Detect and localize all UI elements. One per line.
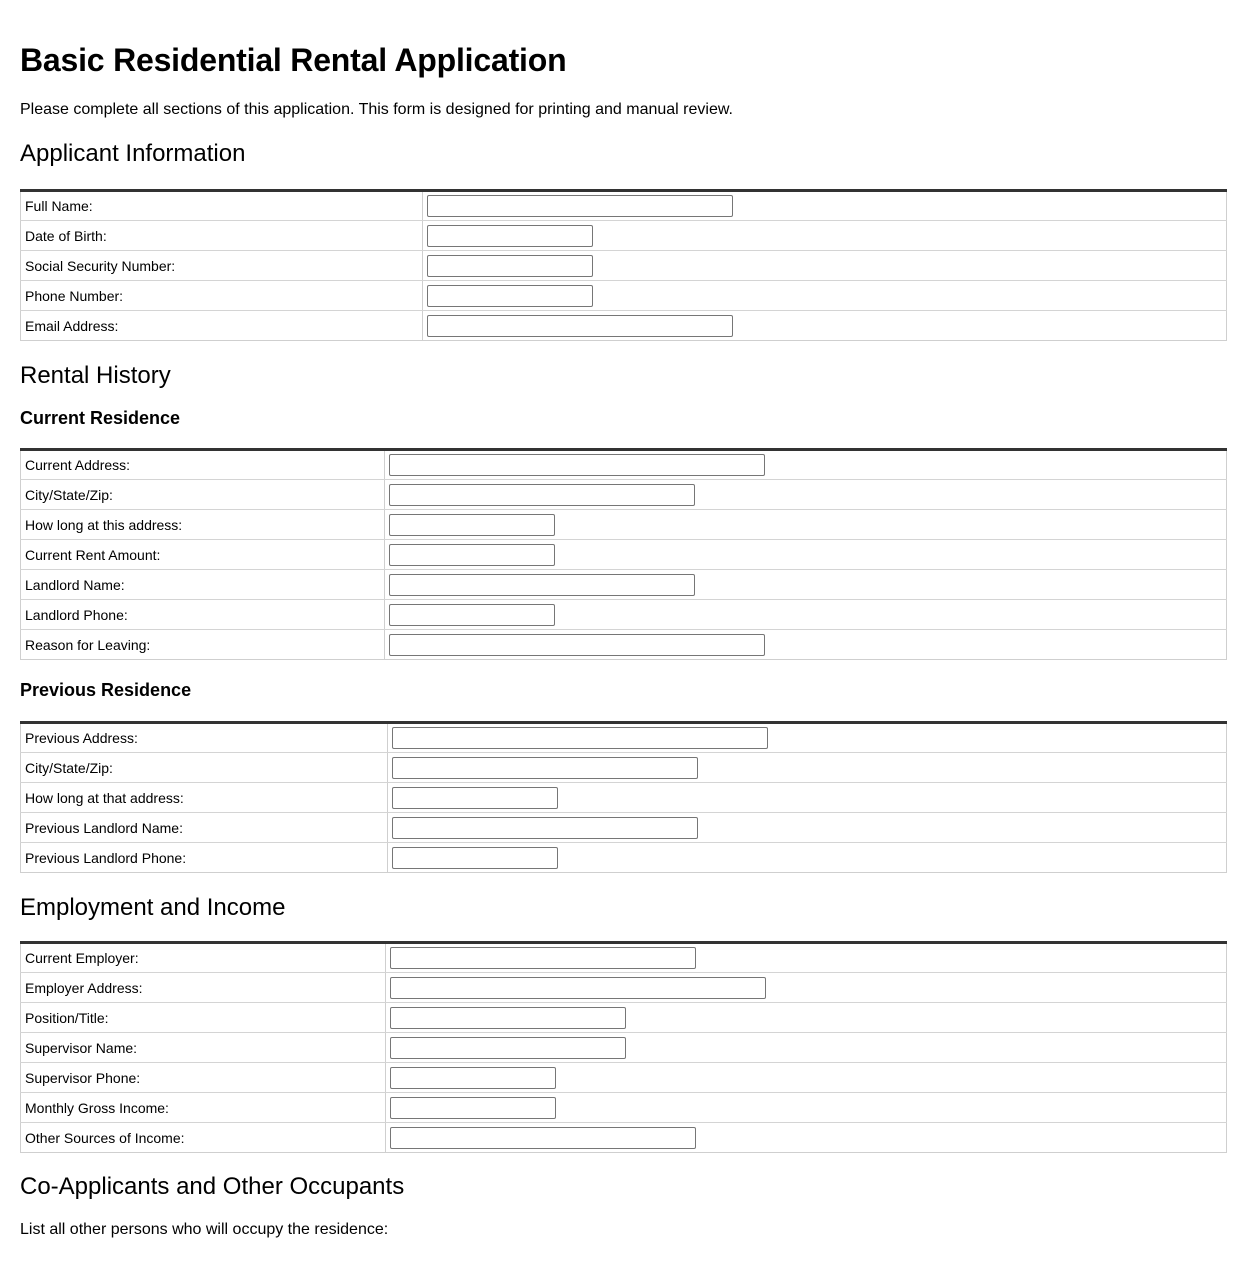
employment-table bbox=[20, 941, 1227, 1153]
table-row bbox=[21, 480, 1227, 510]
table-row bbox=[21, 1093, 1227, 1123]
previous-landlord-name-input[interactable] bbox=[392, 817, 698, 839]
current-residence-table bbox=[20, 448, 1227, 660]
position-cell bbox=[386, 1003, 1227, 1033]
previous-landlord-name-cell bbox=[388, 813, 1227, 843]
employment-section-heading: Employment and Income bbox=[20, 894, 286, 921]
table-row bbox=[21, 221, 1227, 251]
previous-address-label: Previous Address: bbox=[21, 723, 388, 753]
current-city-label: City/State/Zip: bbox=[21, 480, 385, 510]
phone-cell bbox=[423, 281, 1227, 311]
applicant-section-heading: Applicant Information bbox=[20, 140, 246, 167]
table-row bbox=[21, 753, 1227, 783]
employer-address-cell bbox=[386, 973, 1227, 1003]
landlord-phone-cell bbox=[385, 600, 1227, 630]
landlord-name-input[interactable] bbox=[389, 574, 695, 596]
supervisor-name-label: Supervisor Name: bbox=[21, 1033, 386, 1063]
table-row bbox=[21, 813, 1227, 843]
rental-history-heading: Rental History bbox=[20, 362, 171, 389]
table-row bbox=[21, 191, 1227, 221]
table-row bbox=[21, 630, 1227, 660]
previous-how-long-cell bbox=[388, 783, 1227, 813]
current-residence-heading: Current Residence bbox=[20, 408, 181, 428]
income-label: Monthly Gross Income: bbox=[21, 1093, 386, 1123]
current-how-long-input[interactable] bbox=[389, 514, 555, 536]
table-row bbox=[21, 1123, 1227, 1153]
table-row bbox=[21, 723, 1227, 753]
page-title: Basic Residential Rental Application bbox=[20, 42, 567, 78]
previous-how-long-label: How long at that address: bbox=[21, 783, 388, 813]
current-rent-label: Current Rent Amount: bbox=[21, 540, 385, 570]
previous-city-label: City/State/Zip: bbox=[21, 753, 388, 783]
current-address-input[interactable] bbox=[389, 454, 765, 476]
other-income-input[interactable] bbox=[390, 1127, 696, 1149]
supervisor-phone-cell bbox=[386, 1063, 1227, 1093]
landlord-name-cell bbox=[385, 570, 1227, 600]
email-label: Email Address: bbox=[21, 311, 423, 341]
landlord-phone-input[interactable] bbox=[389, 604, 555, 626]
ssn-cell bbox=[423, 251, 1227, 281]
current-rent-cell bbox=[385, 540, 1227, 570]
email-cell bbox=[423, 311, 1227, 341]
ssn-label: Social Security Number: bbox=[21, 251, 423, 281]
current-city-input[interactable] bbox=[389, 484, 695, 506]
occupants-section-heading: Co-Applicants and Other Occupants bbox=[20, 1173, 405, 1200]
table-row bbox=[21, 1003, 1227, 1033]
dob-cell bbox=[423, 221, 1227, 251]
phone-label: Phone Number: bbox=[21, 281, 423, 311]
current-address-label: Current Address: bbox=[21, 450, 385, 480]
position-label: Position/Title: bbox=[21, 1003, 386, 1033]
full-name-cell bbox=[423, 191, 1227, 221]
previous-city-cell bbox=[388, 753, 1227, 783]
full-name-input[interactable] bbox=[427, 195, 733, 217]
supervisor-name-cell bbox=[386, 1033, 1227, 1063]
table-row bbox=[21, 311, 1227, 341]
full-name-label: Full Name: bbox=[21, 191, 423, 221]
current-how-long-label: How long at this address: bbox=[21, 510, 385, 540]
current-how-long-cell bbox=[385, 510, 1227, 540]
previous-city-input[interactable] bbox=[392, 757, 698, 779]
employer-cell bbox=[386, 943, 1227, 973]
occupants-instruction: List all other persons who will occupy the residence: bbox=[20, 1221, 389, 1238]
table-row bbox=[21, 600, 1227, 630]
reason-input[interactable] bbox=[389, 634, 765, 656]
current-city-cell bbox=[385, 480, 1227, 510]
table-row bbox=[21, 943, 1227, 973]
applicant-info-table bbox=[20, 189, 1227, 341]
position-input[interactable] bbox=[390, 1007, 626, 1029]
income-input[interactable] bbox=[390, 1097, 556, 1119]
previous-residence-table bbox=[20, 721, 1227, 873]
other-income-label: Other Sources of Income: bbox=[21, 1123, 386, 1153]
current-rent-input[interactable] bbox=[389, 544, 555, 566]
table-row bbox=[21, 251, 1227, 281]
employer-label: Current Employer: bbox=[21, 943, 386, 973]
ssn-input[interactable] bbox=[427, 255, 593, 277]
previous-how-long-input[interactable] bbox=[392, 787, 558, 809]
table-row bbox=[21, 783, 1227, 813]
table-row bbox=[21, 1033, 1227, 1063]
supervisor-name-input[interactable] bbox=[390, 1037, 626, 1059]
dob-label: Date of Birth: bbox=[21, 221, 423, 251]
previous-address-cell bbox=[388, 723, 1227, 753]
reason-cell bbox=[385, 630, 1227, 660]
table-row bbox=[21, 510, 1227, 540]
employer-address-label: Employer Address: bbox=[21, 973, 386, 1003]
previous-landlord-phone-cell bbox=[388, 843, 1227, 873]
table-row bbox=[21, 450, 1227, 480]
previous-landlord-phone-input[interactable] bbox=[392, 847, 558, 869]
previous-landlord-name-label: Previous Landlord Name: bbox=[21, 813, 388, 843]
previous-landlord-phone-label: Previous Landlord Phone: bbox=[21, 843, 388, 873]
dob-input[interactable] bbox=[427, 225, 593, 247]
email-input[interactable] bbox=[427, 315, 733, 337]
table-row bbox=[21, 973, 1227, 1003]
previous-address-input[interactable] bbox=[392, 727, 768, 749]
table-row bbox=[21, 281, 1227, 311]
other-income-cell bbox=[386, 1123, 1227, 1153]
intro-text: Please complete all sections of this application. This form is designed for printing and manual review. bbox=[20, 101, 733, 118]
employer-address-input[interactable] bbox=[390, 977, 766, 999]
supervisor-phone-input[interactable] bbox=[390, 1067, 556, 1089]
phone-input[interactable] bbox=[427, 285, 593, 307]
table-row bbox=[21, 570, 1227, 600]
previous-residence-heading: Previous Residence bbox=[20, 680, 192, 700]
table-row bbox=[21, 1063, 1227, 1093]
reason-label: Reason for Leaving: bbox=[21, 630, 385, 660]
income-cell bbox=[386, 1093, 1227, 1123]
landlord-phone-label: Landlord Phone: bbox=[21, 600, 385, 630]
landlord-name-label: Landlord Name: bbox=[21, 570, 385, 600]
table-row bbox=[21, 540, 1227, 570]
supervisor-phone-label: Supervisor Phone: bbox=[21, 1063, 386, 1093]
employer-input[interactable] bbox=[390, 947, 696, 969]
current-address-cell bbox=[385, 450, 1227, 480]
table-row bbox=[21, 843, 1227, 873]
